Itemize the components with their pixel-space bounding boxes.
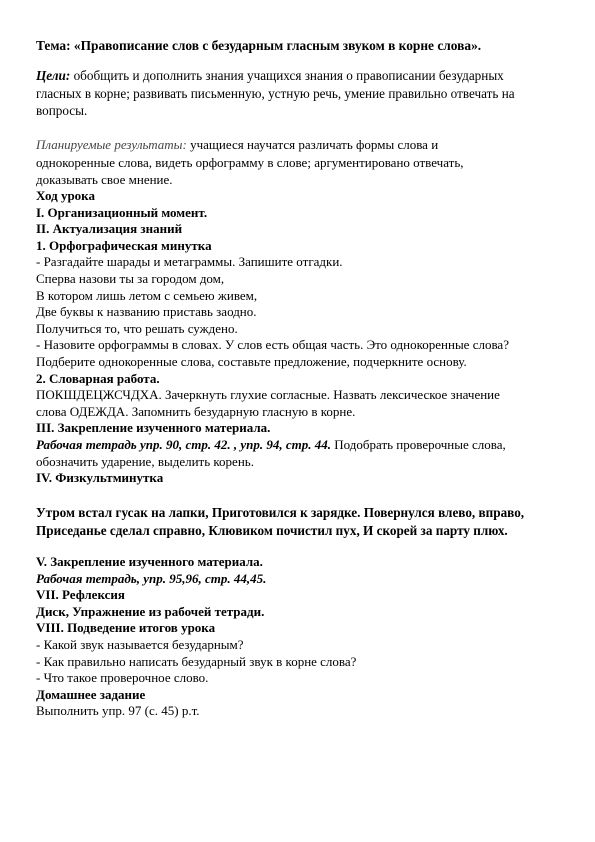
summary-question: - Что такое проверочное слово. [36,670,209,686]
summary-question: - Как правильно написать безударный звук в корне слова? [36,653,357,669]
subsection-spelling-heading: 1. Орфографическая минутка [36,237,212,253]
reflection-disk: Диск, Упражнение из рабочей тетради. [36,603,265,619]
spelling-line: Подберите однокоренные слова, составьте предложение, подчеркните основу. [36,353,467,369]
spelling-line: Две буквы к названию приставь заодно. [36,304,257,320]
lesson-course-heading: Ход урока [36,188,95,203]
workbook-reference: Рабочая тетрадь упр. 90, стр. 42. , упр. 94, стр. 44. [36,436,332,452]
lesson-theme: Тема: «Правописание слов с безударным гласным звуком в корне слова». [36,38,482,53]
physical-exercise-verse [36,504,564,540]
vocabulary-line: слова ОДЕЖДА. Запомнить безударную гласную в корне. [36,403,356,419]
workbook-reference-2: Рабочая тетрадь, упр. 95,96, стр. 44,45. [36,570,267,586]
section-3-task: Подобрать проверочные слова, [331,436,506,452]
lesson-plan [36,188,564,487]
planned-results [36,136,564,189]
results-text-1: учащиеся научатся различать формы слова и [186,137,439,152]
results-label: Планируемые результаты: [36,137,187,152]
section-3-task-cont: обозначить ударение, выделить корень. [36,453,254,469]
results-text-2: однокоренные слова, видеть орфограмму в слове; аргументировано отвечать, [36,154,464,170]
section-4-heading: IV. Физкультминутка [36,470,164,486]
verse-line: Приседанье сделал справно, Клювиком почистил пух, И скорей за парту плюх. [36,522,508,538]
section-7-heading: VII. Рефлексия [36,587,125,603]
spelling-line: - Разгадайте шарады и метаграммы. Запишите отгадки. [36,254,343,270]
lesson-goals [36,67,564,120]
lesson-plan-end [36,554,564,720]
summary-question: - Какой звук называется безударным? [36,636,244,652]
goals-text-1: обобщить и дополнить знания учащихся знания о правописании безударных [70,68,504,83]
goals-text-2: гласных в корне; развивать письменную, устную речь, умение правильно отвечать на [36,85,515,101]
homework-text: Выполнить упр. 97 (с. 45) р.т. [36,703,200,719]
spelling-line: Получиться то, что решать суждено. [36,320,238,336]
section-1-heading: I. Организационный момент. [36,204,208,220]
results-text-3: доказывать свое мнение. [36,172,173,188]
subsection-vocabulary-heading: 2. Словарная работа. [36,370,160,386]
spelling-line: - Назовите орфограммы в словах. У слов есть общая часть. Это однокоренные слова? [36,337,509,353]
vocabulary-line: ПОКШДЕЦЖСЧДХА. Зачеркнуть глухие согласные. Назвать лексическое значение [36,387,500,403]
section-8-heading: VIII. Подведение итогов урока [36,620,216,636]
verse-line: Утром встал гусак на лапки, Приготовился к зарядке. Повернулся влево, вправо, [36,505,525,520]
section-5-heading: V. Закрепление изученного материала. [36,554,263,569]
section-3-heading: III. Закрепление изученного материала. [36,420,271,436]
goals-text-3: вопросы. [36,103,88,119]
spelling-line: В котором лишь летом с семьею живем, [36,287,258,303]
spelling-line: Сперва назови ты за городом дом, [36,270,225,286]
section-2-heading: II. Актуализация знаний [36,221,183,237]
goals-label: Цели: [36,68,71,83]
homework-heading: Домашнее задание [36,686,146,702]
